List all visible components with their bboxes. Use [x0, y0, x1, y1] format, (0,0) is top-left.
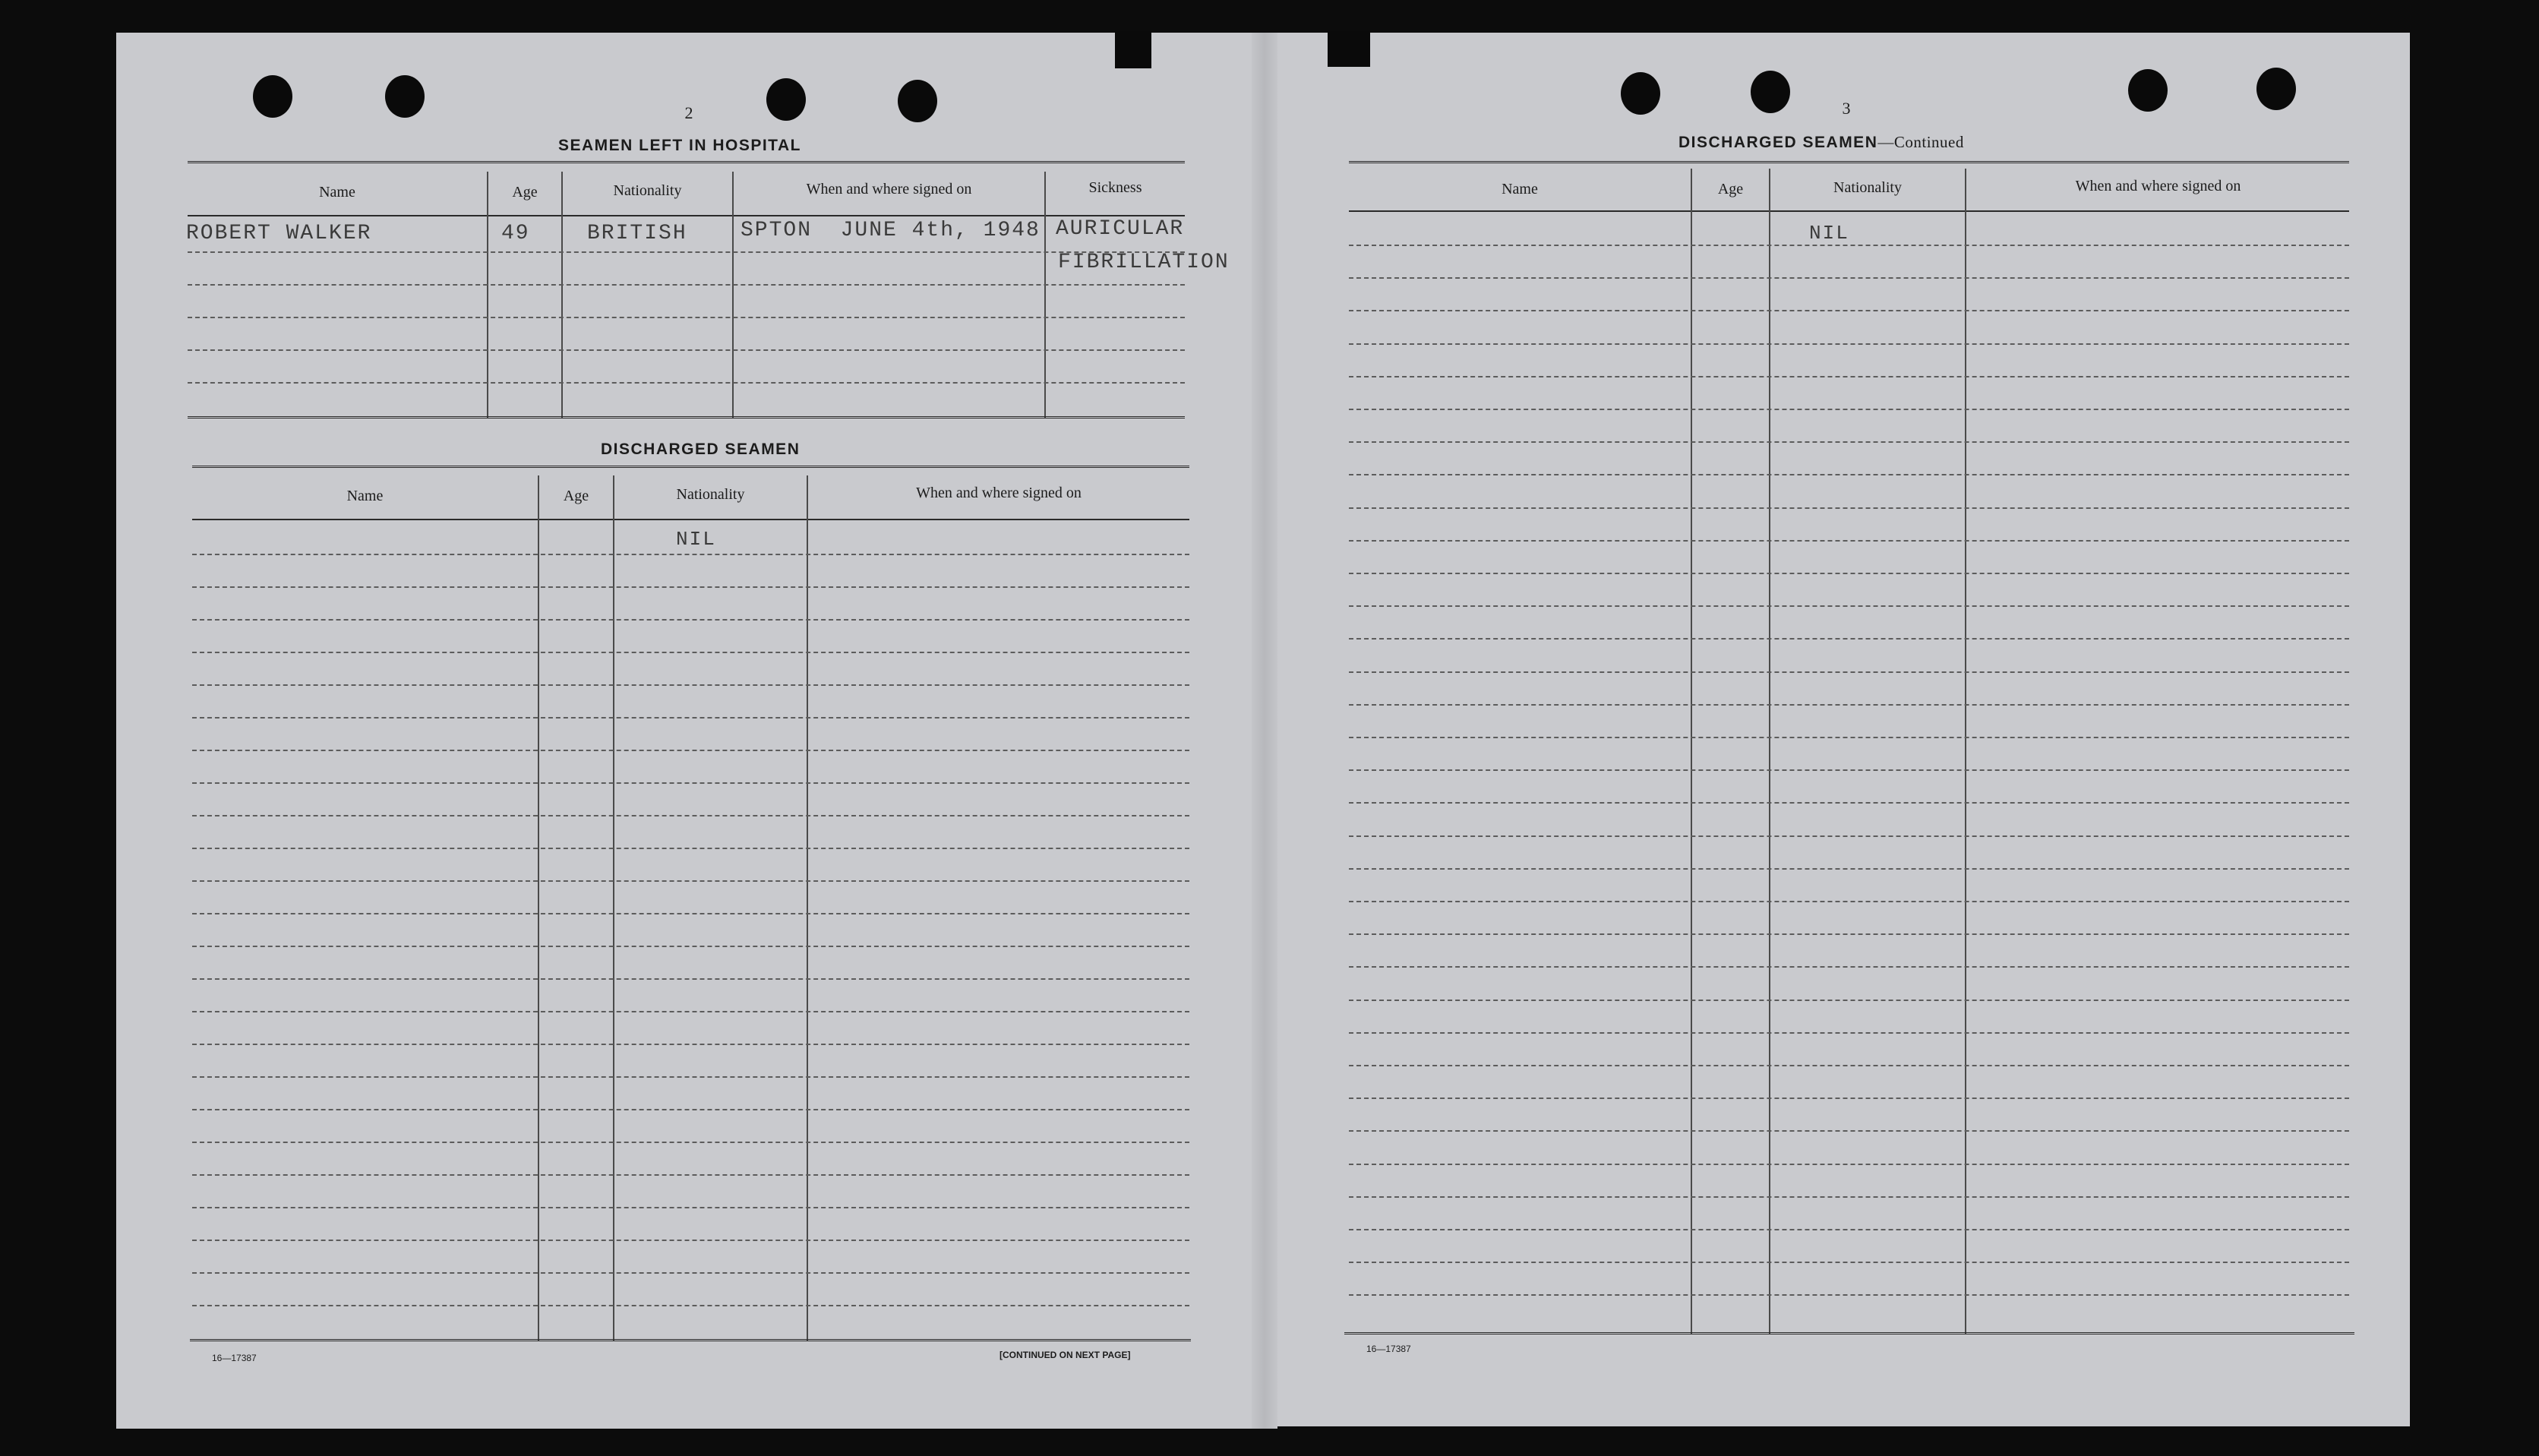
hospital-sickness-entry-1: AURICULAR [1056, 217, 1185, 241]
page-gutter [1252, 33, 1277, 1429]
ruled-line [192, 946, 1189, 947]
ruled-line [1349, 409, 2349, 410]
discharged-header-nationality: Nationality [676, 486, 745, 503]
hospital-nationality-entry: BRITISH [587, 222, 687, 245]
ruled-line [1349, 1262, 2349, 1263]
form-number: 16—17387 [212, 1353, 257, 1363]
punch-hole [2256, 68, 2296, 110]
right-header-name: Name [1502, 181, 1538, 197]
rule [192, 466, 1189, 470]
ruled-line [1349, 1164, 2349, 1165]
rule [1349, 161, 2349, 166]
ruled-line [1349, 737, 2349, 738]
top-notch [1328, 30, 1370, 67]
hospital-section-title: SEAMEN LEFT IN HOSPITAL [558, 137, 801, 154]
punch-hole [766, 78, 806, 121]
hospital-header-name: Name [319, 184, 355, 201]
ruled-line [1349, 1032, 2349, 1034]
discharged-header-age: Age [563, 488, 589, 504]
ruled-line [192, 1044, 1189, 1045]
ruled-line [188, 317, 1185, 318]
right-header-age: Age [1717, 181, 1744, 197]
ruled-line [188, 284, 1185, 286]
right-nationality-entry: NIL [1809, 222, 1849, 245]
ruled-line [192, 717, 1189, 719]
top-notch [1115, 30, 1151, 68]
ruled-line [1349, 1000, 2349, 1001]
hospital-age-entry: 49 [501, 222, 530, 245]
right-header-nationality: Nationality [1833, 179, 1902, 196]
ruled-line [192, 586, 1189, 588]
ruled-line [1349, 638, 2349, 640]
page-number: 3 [1842, 99, 1851, 118]
right-header-signed-on: When and where signed on [2075, 178, 2241, 194]
hospital-header-sickness: Sickness [1088, 179, 1142, 196]
ruled-line [1349, 540, 2349, 542]
ruled-line [1349, 573, 2349, 574]
ruled-line [1349, 868, 2349, 870]
hospital-header-age: Age [512, 184, 538, 201]
ruled-line [1349, 966, 2349, 968]
discharged-continued-title [1678, 133, 1964, 152]
ruled-line [1349, 769, 2349, 771]
hospital-name-entry: ROBERT WALKER [186, 222, 372, 245]
discharged-continued-title-main: DISCHARGED SEAMEN [1678, 134, 1878, 151]
column-divider [613, 475, 614, 1341]
ruled-line [192, 684, 1189, 686]
ruled-line [1349, 671, 2349, 673]
ruled-line [1349, 1098, 2349, 1099]
ruled-line [192, 1305, 1189, 1306]
ruled-line [1349, 310, 2349, 311]
punch-hole [2128, 69, 2168, 112]
ruled-line [1349, 474, 2349, 475]
ruled-line [1349, 376, 2349, 377]
ruled-line [1349, 1196, 2349, 1198]
rule [188, 215, 1185, 216]
ruled-line [192, 880, 1189, 882]
ruled-line [192, 554, 1189, 555]
ruled-line [1349, 933, 2349, 935]
form-number: 16—17387 [1366, 1344, 1411, 1354]
ruled-line [192, 1174, 1189, 1176]
punch-hole [253, 75, 292, 118]
hospital-header-signed-on: When and where signed on [806, 181, 972, 197]
ruled-line [1349, 1065, 2349, 1066]
ruled-line [192, 1272, 1189, 1274]
ruled-line [192, 782, 1189, 784]
punch-hole [385, 75, 425, 118]
ruled-line [192, 1076, 1189, 1078]
ruled-line [192, 1240, 1189, 1241]
ruled-line [192, 913, 1189, 914]
ruled-line [192, 1109, 1189, 1110]
ruled-line [1349, 507, 2349, 509]
ruled-line [192, 815, 1189, 816]
ruled-line [1349, 835, 2349, 837]
continued-suffix: —Continued [1877, 133, 1964, 151]
rule [1344, 1332, 2354, 1337]
continued-note: [CONTINUED ON NEXT PAGE] [999, 1350, 1131, 1360]
column-divider [807, 475, 808, 1341]
hospital-signed-on-entry: SPTON JUNE 4th, 1948 [741, 219, 1041, 242]
discharged-nationality-entry: NIL [676, 528, 716, 551]
discharged-section-title: DISCHARGED SEAMEN [601, 441, 801, 458]
punch-hole [1751, 71, 1790, 113]
ruled-line [1349, 704, 2349, 706]
column-divider [538, 475, 539, 1341]
ruled-line [1349, 441, 2349, 443]
ruled-line [1349, 277, 2349, 279]
ruled-line [192, 1142, 1189, 1143]
ruled-line [192, 848, 1189, 849]
ruled-line [188, 349, 1185, 351]
rule [188, 161, 1185, 166]
hospital-sickness-entry-2: FIBRILLATION [1058, 251, 1230, 274]
ruled-line [1349, 343, 2349, 345]
discharged-header-signed-on: When and where signed on [916, 485, 1082, 501]
ruled-line [192, 750, 1189, 751]
ruled-line [192, 652, 1189, 653]
ruled-line [1349, 245, 2349, 246]
ruled-line [1349, 802, 2349, 804]
ruled-line [192, 1207, 1189, 1208]
ruled-line [192, 619, 1189, 621]
ruled-line [1349, 1294, 2349, 1296]
punch-hole [898, 80, 937, 122]
ruled-line [192, 978, 1189, 980]
ruled-line [1349, 901, 2349, 902]
ruled-line [192, 1011, 1189, 1012]
ruled-line [1349, 1229, 2349, 1230]
rule [192, 519, 1189, 520]
hospital-header-nationality: Nationality [613, 182, 682, 199]
ruled-line [188, 382, 1185, 384]
ruled-line [188, 251, 1185, 253]
rule [190, 1339, 1191, 1344]
ruled-line [1349, 1130, 2349, 1132]
ruled-line [1349, 605, 2349, 607]
punch-hole [1621, 72, 1660, 115]
discharged-header-name: Name [346, 488, 384, 504]
page-number: 2 [684, 103, 693, 122]
rule [1349, 210, 2349, 212]
rule [188, 416, 1185, 421]
